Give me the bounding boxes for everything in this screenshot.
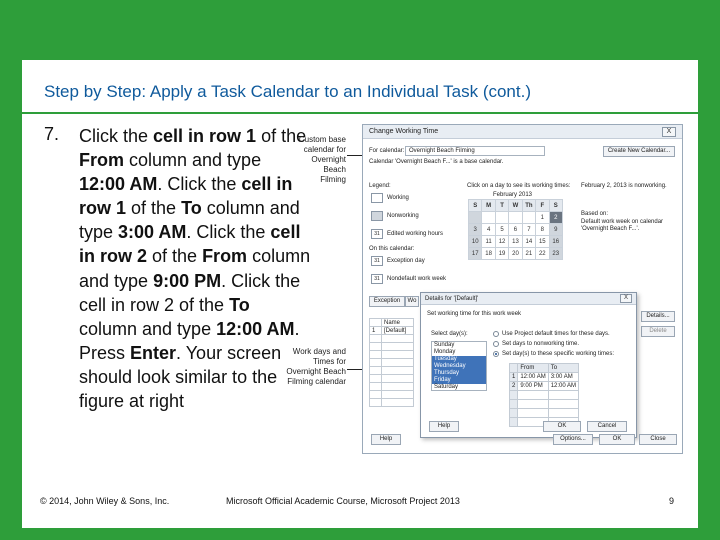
calendar-day[interactable]: 8 [536,224,549,236]
time-row-number: 2 [510,382,518,391]
day-option[interactable]: Thursday [432,370,486,377]
click-day-label: Click on a day to see its working times: [467,183,571,189]
slide-frame-top [0,0,720,60]
calendar-day[interactable]: 2 [549,212,562,224]
calendar-note: Calendar 'Overnight Beach F...' is a base calendar. [369,159,504,165]
step-emphasis: cell in row 1 [79,174,293,219]
delete-button[interactable]: Delete [641,326,675,337]
step-text-segment: column and type [79,318,217,339]
step-emphasis: cell in row 2 [79,222,301,267]
title-divider [22,112,698,114]
window-title: Change Working Time [363,125,682,139]
step-emphasis: To [229,294,250,315]
tab-exceptions[interactable]: Exception [369,296,405,307]
weekday-header: S [549,200,562,212]
close-button[interactable]: Close [639,434,677,445]
time-to-cell[interactable] [548,400,578,409]
page-number: 9 [669,496,675,506]
option-nonworking: Set days to nonworking time. [502,341,580,347]
calendar-day[interactable] [469,212,482,224]
time-row-number: 1 [510,373,518,382]
legend-working-swatch [371,193,383,203]
calendar-day[interactable]: 15 [536,236,549,248]
time-to-cell[interactable]: 12:00 AM [548,382,578,391]
step-emphasis: From [202,246,248,267]
step-emphasis: 12:00 AM [79,174,158,195]
step-text-segment: of the [256,126,307,146]
time-from-cell[interactable] [518,400,548,409]
for-calendar-select[interactable]: Overnight Beach Filming [405,146,545,156]
calendar-day[interactable] [522,212,535,224]
callout-base-calendar: Custom base calendar for Overnight Beach Filming [298,135,346,184]
option-specific-times: Set day(s) to these specific working times: [502,351,615,357]
calendar-day[interactable] [482,212,495,224]
option-default-times: Use Project default times for these days. [502,331,610,337]
calendar-day[interactable]: 12 [495,236,508,248]
col-to: To [548,364,578,373]
step-emphasis: 9:00 PM [153,270,222,291]
create-new-calendar-button[interactable]: Create New Calendar... [603,146,675,157]
calendar-day[interactable]: 18 [482,248,495,260]
step-emphasis: 12:00 AM [216,318,295,339]
ww-row-number: 1 [370,327,382,335]
working-status: February 2, 2013 is nonworking. [581,183,667,189]
callout-work-times: Work days and Times for Overnight Beach Filming calendar [286,347,346,386]
legend-edited-swatch: 31 [371,229,383,239]
step-number: 7. [44,124,60,144]
calendar-day[interactable]: 3 [469,224,482,236]
time-row-number [510,400,518,409]
details-help-button[interactable]: Help [429,421,459,432]
step-emphasis: To [181,198,202,219]
work-weeks-grid[interactable] [369,318,414,407]
month-calendar[interactable] [468,199,563,260]
weekday-header: T [495,200,508,212]
calendar-day[interactable]: 19 [495,248,508,260]
legend-exception: Exception day [387,258,425,264]
calendar-day[interactable]: 6 [509,224,522,236]
legend-exception-swatch: 31 [371,256,383,266]
working-times-grid[interactable] [509,363,579,427]
radio-nonworking[interactable] [493,341,499,347]
day-option[interactable]: Sunday [434,342,455,348]
calendar-day[interactable] [509,212,522,224]
details-close-icon[interactable]: X [620,294,632,303]
col-from: From [518,364,548,373]
weekday-header: S [469,200,482,212]
options-button[interactable]: Options... [553,434,593,445]
slide-frame-right [698,60,720,540]
calendar-day[interactable]: 1 [536,212,549,224]
time-to-cell[interactable]: 3:00 AM [548,373,578,382]
step-text-segment: . Click the [186,222,271,243]
calendar-day[interactable]: 4 [482,224,495,236]
details-dialog [420,292,637,438]
calendar-day[interactable]: 16 [549,236,562,248]
weekday-header: Th [522,200,535,212]
based-on-label: Based on: [581,211,609,217]
step-text-segment: of the [126,198,182,219]
slide-title: Step by Step: Apply a Task Calendar to an Individual Task (cont.) [44,82,531,101]
radio-specific-times[interactable] [493,351,499,357]
calendar-day[interactable]: 22 [536,248,549,260]
based-on-value: Default work week on calendar 'Overnight Beach F...'. [581,219,664,232]
day-option[interactable]: Wednesday [432,363,486,370]
calendar-day[interactable]: 9 [549,224,562,236]
calendar-day[interactable]: 21 [522,248,535,260]
slide-frame-left [0,60,22,540]
weekday-header: W [509,200,522,212]
legend-label: Legend: [369,183,391,189]
change-working-time-screenshot [362,124,683,454]
time-row-number [510,391,518,400]
legend-nonworking-swatch [371,211,383,221]
time-row-number [510,409,518,418]
details-cancel-button[interactable]: Cancel [587,421,627,432]
calendar-day[interactable]: 7 [522,224,535,236]
step-instructions [79,124,311,413]
details-dialog-title: Details for '[Default]' [421,293,636,305]
step-text-segment: of the [147,246,203,267]
step-emphasis: cell in row 1 [153,126,257,146]
step-text-segment: . Press [79,318,300,363]
step-emphasis: 3:00 AM [118,222,187,243]
radio-default-times[interactable] [493,331,499,337]
weekday-header: F [536,200,549,212]
for-calendar-label: For calendar: [369,148,405,154]
step-text-segment: column and type [79,246,311,291]
legend-nondefault-swatch: 31 [371,274,383,284]
step-emphasis: From [79,150,124,171]
details-button[interactable]: Details... [641,311,675,322]
step-emphasis: Enter [130,342,177,363]
time-from-cell[interactable] [518,409,548,418]
footer-copyright: © 2014, John Wiley & Sons, Inc. [40,496,170,506]
time-to-cell[interactable] [548,409,578,418]
day-option[interactable]: Monday [434,349,456,355]
legend-nondefault: Nondefault work week [387,276,447,282]
calendar-day[interactable]: 5 [495,224,508,236]
day-option[interactable]: Saturday [434,384,459,390]
step-text-segment: . Your screen should look similar to the figure at right [79,342,282,412]
slide-frame-bottom [0,528,720,540]
ok-button[interactable]: OK [599,434,635,445]
legend-working: Working [387,195,409,201]
day-option[interactable]: Tuesday [432,356,486,363]
weekday-header: M [482,200,495,212]
time-from-cell[interactable] [518,391,548,400]
calendar-day[interactable]: 11 [482,236,495,248]
time-from-cell[interactable]: 9:00 PM [518,382,548,391]
step-text-segment: . Click the cell in row 2 of the [79,270,301,315]
select-days-list[interactable] [431,341,487,391]
footer-course: Microsoft Official Academic Course, Microsoft Project 2013 [226,496,460,506]
legend-on-this-calendar: On this calendar: [369,246,415,252]
calendar-day[interactable]: 14 [522,236,535,248]
step-text-segment: . Click the [157,174,242,195]
step-text-segment: column and type [79,198,300,243]
calendar-day[interactable]: 10 [469,236,482,248]
step-text-segment: column and type [124,150,262,171]
month-label: February 2013 [493,192,533,198]
calendar-day[interactable]: 20 [509,248,522,260]
legend-nonworking: Nonworking [387,213,419,219]
step-text-segment: Click the [79,126,154,146]
calendar-day[interactable]: 13 [509,236,522,248]
time-to-cell[interactable] [548,391,578,400]
select-days-label: Select day(s): [431,331,468,337]
ww-row-name[interactable]: [Default] [382,327,414,335]
calendar-day[interactable]: 23 [549,248,562,260]
legend-edited: Edited working hours [387,231,444,237]
day-option[interactable]: Friday [432,377,486,384]
calendar-day[interactable]: 17 [469,248,482,260]
set-working-time-label: Set working time for this work week [427,311,522,317]
calendar-day[interactable] [495,212,508,224]
time-row-number [510,418,518,427]
help-button[interactable]: Help [371,434,401,445]
details-ok-button[interactable]: OK [543,421,581,432]
time-from-cell[interactable]: 12:00 AM [518,373,548,382]
close-icon[interactable]: X [662,127,676,137]
tab-work-weeks[interactable]: Wo [405,296,419,307]
ww-col-name: Name [382,319,414,327]
